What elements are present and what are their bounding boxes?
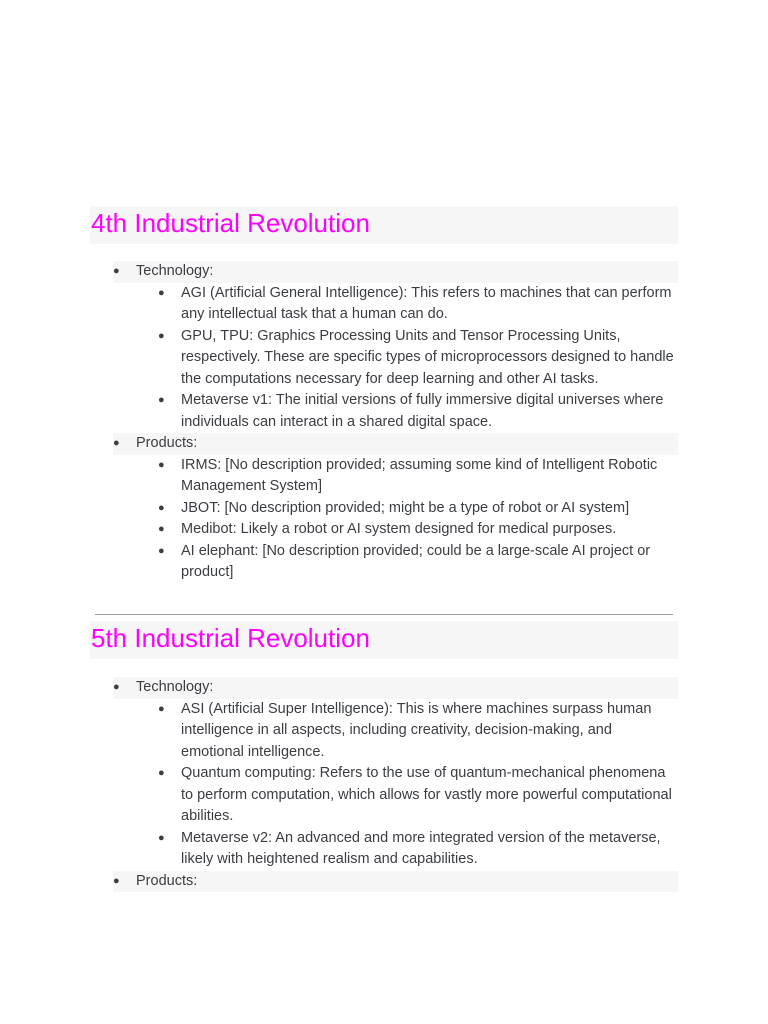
list-item-text: IRMS: [No description provided; assuming some kind of Intelligent Robotic Management System]: [181, 456, 658, 494]
bullet-icon: ●: [158, 458, 165, 471]
list-item-gpu-tpu: [158, 326, 678, 391]
section-list-5th: [0, 677, 768, 892]
horizontal-divider: [95, 614, 673, 615]
bullet-icon: ●: [158, 501, 165, 514]
list-item-technology: [113, 261, 678, 283]
list-item-metaverse-v2: [158, 828, 678, 871]
list-item-medibot: [158, 519, 678, 541]
bullet-icon: ●: [158, 767, 165, 779]
list-item-text: Metaverse v2: An advanced and more integrated version of the metaverse, likely with heightened realism and capabilities.: [181, 829, 661, 867]
bullet-icon: ●: [113, 437, 120, 449]
list-item-text: ASI (Artificial Super Intelligence): This is where machines surpass human intelligence in all aspects, including creativity, decision-making, and emotional intelligence.: [181, 700, 652, 760]
list-item-ai-elephant: [158, 541, 678, 584]
bullet-icon: ●: [158, 286, 165, 299]
list-item-text: Quantum computing: Refers to the use of quantum-mechanical phenomena to perform computation, which allows for vastly more powerful computational abilities.: [181, 765, 672, 824]
list-item-agi: [158, 283, 678, 326]
list-item-text: GPU, TPU: Graphics Processing Units and Tensor Processing Units, respectively. These are specific types of microprocessors designed to handle the computations necessary for deep learning and other AI tasks.: [181, 327, 674, 387]
bullet-icon: ●: [158, 523, 165, 535]
bullet-icon: ●: [158, 831, 165, 844]
list-item-asi: [158, 699, 678, 764]
list-item-label: Technology:: [136, 263, 214, 279]
list-item-products: [113, 433, 678, 455]
bullet-icon: ●: [158, 702, 165, 715]
bullet-icon: ●: [113, 874, 120, 887]
list-item-products: [113, 871, 678, 893]
bullet-icon: ●: [158, 329, 165, 342]
list-item-technology: [113, 677, 678, 699]
bullet-icon: ●: [158, 394, 165, 406]
list-item-irms: [158, 455, 678, 498]
bullet-icon: ●: [113, 265, 120, 277]
bullet-icon: ●: [113, 681, 120, 693]
list-item-label: Products:: [136, 435, 198, 451]
section-heading-4th-industrial-revolution: 4th Industrial Revolution: [90, 206, 678, 244]
list-item-quantum-computing: [158, 763, 678, 828]
list-item-jbot: [158, 498, 678, 520]
list-item-text: Medibot: Likely a robot or AI system designed for medical purposes.: [181, 521, 617, 537]
list-item-text: Metaverse v1: The initial versions of fully immersive digital universes where individuals can interact in a shared digital space.: [181, 392, 664, 430]
list-item-metaverse-v1: [158, 390, 678, 433]
list-item-text: AGI (Artificial General Intelligence): This refers to machines that can perform any intellectual task that a human can do.: [181, 284, 672, 322]
list-item-label: Products:: [136, 872, 198, 889]
list-item-text: JBOT: [No description provided; might be a type of robot or AI system]: [181, 499, 630, 516]
bullet-icon: ●: [158, 544, 165, 557]
list-item-label: Technology:: [136, 679, 214, 695]
list-item-text: AI elephant: [No description provided; could be a large-scale AI project or product]: [181, 542, 651, 580]
section-list-4th: [0, 261, 768, 584]
section-heading-5th-industrial-revolution: 5th Industrial Revolution: [90, 621, 678, 659]
